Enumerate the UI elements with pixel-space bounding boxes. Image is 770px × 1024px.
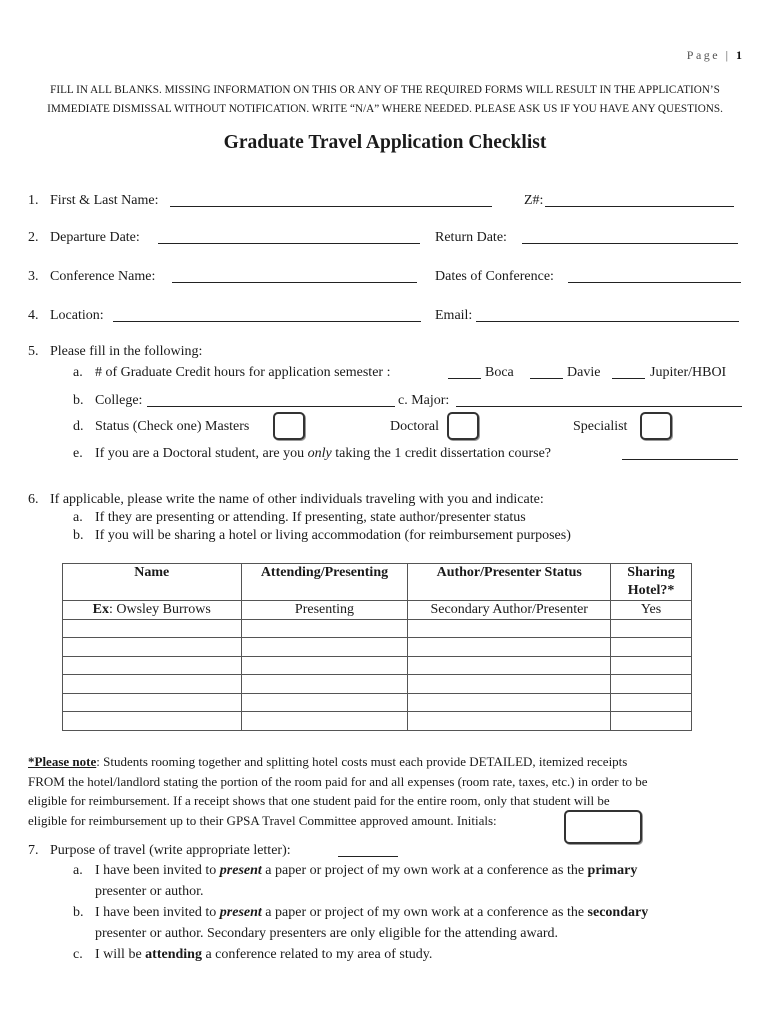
notice-line-2: IMMEDIATE DISMISSAL WITHOUT NOTIFICATION. WRITE “N/A” WHERE NEEDED. PLEASE ASK US IF YOU HAVE ANY QUESTIONS. xyxy=(47,103,723,115)
location-label: Location: xyxy=(50,308,104,323)
boca-label: Boca xyxy=(485,365,514,380)
email-label: Email: xyxy=(435,308,473,323)
name-label: First & Last Name: xyxy=(50,193,159,208)
table-cell[interactable] xyxy=(241,638,408,657)
davie-label: Davie xyxy=(567,365,601,380)
q7b-text: I have been invited to present a paper or project of my own work at a conference as the secondary xyxy=(95,905,649,920)
table-cell[interactable] xyxy=(611,693,692,712)
specialist-checkbox[interactable] xyxy=(640,412,672,440)
q5d-letter: d. xyxy=(73,419,84,434)
col-attending: Attending/Presenting xyxy=(241,564,408,601)
table-row[interactable] xyxy=(63,675,692,694)
college-label: College: xyxy=(95,393,143,408)
conference-dates-label: Dates of Conference: xyxy=(435,269,554,284)
specialist-label: Specialist xyxy=(573,419,628,434)
q6a-letter: a. xyxy=(73,510,83,525)
z-number-label: Z#: xyxy=(524,193,544,208)
davie-hours-field[interactable] xyxy=(530,366,563,379)
travelers-table xyxy=(62,563,692,731)
q6b-letter: b. xyxy=(73,528,84,543)
initials-box[interactable] xyxy=(564,810,642,844)
q7-intro: Purpose of travel (write appropriate letter): xyxy=(50,843,291,858)
conference-dates-field[interactable] xyxy=(568,270,741,283)
jupiter-label: Jupiter/HBOI xyxy=(650,365,727,380)
table-example-row xyxy=(63,601,692,620)
table-cell[interactable] xyxy=(63,712,242,731)
q7c-text: I will be attending a conference related to my area of study. xyxy=(95,947,433,962)
dissertation-answer-field[interactable] xyxy=(622,447,738,460)
q2-number: 2. xyxy=(28,230,39,245)
location-field[interactable] xyxy=(113,309,421,322)
table-cell[interactable] xyxy=(63,638,242,657)
jupiter-hours-field[interactable] xyxy=(612,366,645,379)
col-sharing: Sharing Hotel?* xyxy=(611,564,692,601)
table-row[interactable] xyxy=(63,693,692,712)
table-cell[interactable] xyxy=(611,656,692,675)
departure-date-label: Departure Date: xyxy=(50,230,140,245)
table-cell[interactable] xyxy=(63,675,242,694)
q5-intro: Please fill in the following: xyxy=(50,344,203,359)
table-cell[interactable] xyxy=(611,638,692,657)
col-name: Name xyxy=(63,564,242,601)
return-date-field[interactable] xyxy=(522,231,738,244)
example-sharing: Yes xyxy=(611,601,692,620)
table-cell[interactable] xyxy=(63,619,242,638)
table-header-row xyxy=(63,564,692,601)
major-field[interactable] xyxy=(456,394,742,407)
z-number-field[interactable] xyxy=(545,194,734,207)
col-status: Author/Presenter Status xyxy=(408,564,611,601)
table-cell[interactable] xyxy=(241,619,408,638)
table-cell[interactable] xyxy=(63,656,242,675)
table-cell[interactable] xyxy=(241,656,408,675)
q5b-letter: b. xyxy=(73,393,84,408)
page-number: Page | 1 xyxy=(686,48,742,62)
q6b-text: If you will be sharing a hotel or living accommodation (for reimbursement purposes) xyxy=(95,528,571,543)
credit-hours-label: # of Graduate Credit hours for application semester : xyxy=(95,365,391,380)
q7a-text-line2: presenter or author. xyxy=(95,884,204,899)
table-row[interactable] xyxy=(63,656,692,675)
note-line-3: eligible for reimbursement. If a receipt shows that one student paid for the entire room, only that student will be xyxy=(28,793,610,808)
email-field[interactable] xyxy=(476,309,739,322)
q7a-text: I have been invited to present a paper or project of my own work at a conference as the primary xyxy=(95,863,638,878)
table-cell[interactable] xyxy=(408,656,611,675)
example-attending: Presenting xyxy=(241,601,408,620)
q7-number: 7. xyxy=(28,843,39,858)
q5-number: 5. xyxy=(28,344,39,359)
table-cell[interactable] xyxy=(241,675,408,694)
conference-name-label: Conference Name: xyxy=(50,269,156,284)
table-cell[interactable] xyxy=(611,712,692,731)
return-date-label: Return Date: xyxy=(435,230,507,245)
boca-hours-field[interactable] xyxy=(448,366,481,379)
table-cell[interactable] xyxy=(63,693,242,712)
q6a-text: If they are presenting or attending. If presenting, state author/presenter status xyxy=(95,510,526,525)
doctoral-checkbox[interactable] xyxy=(447,412,479,440)
table-cell[interactable] xyxy=(408,675,611,694)
table-cell[interactable] xyxy=(408,693,611,712)
q7b-text-line2: presenter or author. Secondary presenters are only eligible for the attending award. xyxy=(95,926,558,941)
table-cell[interactable] xyxy=(611,675,692,694)
major-label: c. Major: xyxy=(398,393,450,408)
table-row[interactable] xyxy=(63,619,692,638)
notice-line-1: FILL IN ALL BLANKS. MISSING INFORMATION ON THIS OR ANY OF THE REQUIRED FORMS WILL RESULT IN THE APPLICATION’S xyxy=(50,84,720,96)
dissertation-question: If you are a Doctoral student, are you only taking the 1 credit dissertation course? xyxy=(95,446,552,461)
q4-number: 4. xyxy=(28,308,39,323)
note-line-1: *Please note: Students rooming together and splitting hotel costs must each provide DETAILED, itemized receipts xyxy=(28,754,628,769)
table-cell[interactable] xyxy=(611,619,692,638)
table-row[interactable] xyxy=(63,712,692,731)
conference-name-field[interactable] xyxy=(172,270,417,283)
table-cell[interactable] xyxy=(408,619,611,638)
example-status: Secondary Author/Presenter xyxy=(408,601,611,620)
q1-number: 1. xyxy=(28,193,39,208)
note-line-2: FROM the hotel/landlord stating the portion of the room paid for and all expenses (room rate, taxes, etc.) in order to be xyxy=(28,773,648,789)
q7b-letter: b. xyxy=(73,905,84,920)
q7c-letter: c. xyxy=(73,947,83,962)
example-name: Ex: Owsley Burrows xyxy=(63,601,242,620)
q6-intro: If applicable, please write the name of other individuals traveling with you and indicate: xyxy=(50,492,544,507)
table-cell[interactable] xyxy=(241,693,408,712)
q3-number: 3. xyxy=(28,269,39,284)
page-title: Graduate Travel Application Checklist xyxy=(223,132,547,153)
table-cell[interactable] xyxy=(408,712,611,731)
purpose-letter-field[interactable] xyxy=(338,844,398,857)
table-cell[interactable] xyxy=(241,712,408,731)
departure-date-field[interactable] xyxy=(158,231,420,244)
doctoral-label: Doctoral xyxy=(390,419,439,434)
q6-number: 6. xyxy=(28,492,39,507)
q5e-letter: e. xyxy=(73,446,83,461)
note-line-4: eligible for reimbursement up to their GPSA Travel Committee approved amount. Initials: xyxy=(28,812,497,828)
q5a-letter: a. xyxy=(73,365,83,380)
q7a-letter: a. xyxy=(73,863,83,878)
table-cell[interactable] xyxy=(408,638,611,657)
table-row[interactable] xyxy=(63,638,692,657)
name-field[interactable] xyxy=(170,194,492,207)
notice xyxy=(0,81,770,119)
masters-checkbox[interactable] xyxy=(273,412,305,440)
status-masters-label: Status (Check one) Masters xyxy=(95,419,250,434)
college-field[interactable] xyxy=(147,394,395,407)
